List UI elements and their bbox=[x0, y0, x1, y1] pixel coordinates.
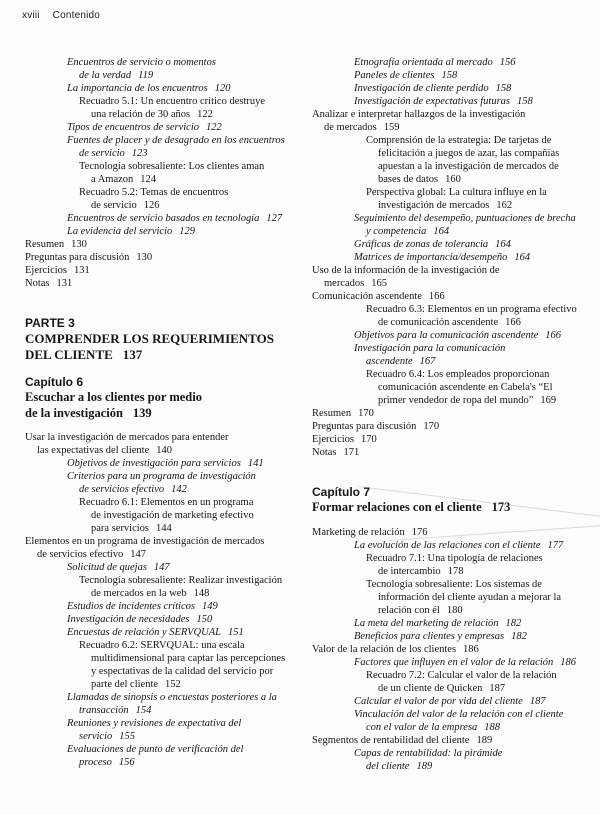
page-number: 166 bbox=[505, 317, 521, 328]
toc-entry bbox=[312, 95, 600, 108]
toc-line: de servicio 123 bbox=[79, 148, 148, 159]
toc-line: Encuentros de servicio o momentos bbox=[67, 57, 216, 68]
toc-entry bbox=[25, 535, 312, 561]
toc-line: Objetivos para la comunicación ascendente 166 bbox=[354, 330, 562, 341]
toc-line: Analizar e interpretar hallazgos de la investigación bbox=[312, 109, 526, 120]
page-number: 147 bbox=[130, 549, 147, 560]
toc-line: Etnografía orientada al mercado 156 bbox=[354, 57, 516, 68]
toc-line: y competencia 164 bbox=[366, 226, 450, 237]
toc-line: Tecnología sobresaliente: Los clientes aman bbox=[79, 161, 265, 172]
toc-entry bbox=[25, 82, 312, 95]
toc-entry bbox=[312, 407, 600, 420]
page-number: 187 bbox=[489, 682, 506, 694]
toc-line: proceso 156 bbox=[79, 757, 135, 768]
toc-line: de mercados 159 bbox=[324, 122, 400, 133]
toc-entry bbox=[312, 643, 600, 656]
toc-entry bbox=[312, 212, 600, 238]
toc-line: Investigación de expectativas futuras 158 bbox=[354, 96, 533, 107]
toc-line: Solicitud de quejas 147 bbox=[67, 562, 170, 573]
toc-line: La meta del marketing de relación 182 bbox=[354, 617, 522, 629]
toc-line: de servicio 126 bbox=[91, 200, 160, 211]
toc-entry bbox=[25, 160, 312, 186]
page-number: 164 bbox=[433, 226, 450, 237]
toc-entry bbox=[25, 277, 312, 290]
page-number: 131 bbox=[73, 265, 90, 276]
page-number: 144 bbox=[156, 523, 172, 534]
toc-entry bbox=[312, 329, 600, 342]
toc-line: felicitación a juegos de azar, las compañías bbox=[378, 148, 560, 159]
toc-line: La evolución de las relaciones con el cliente 177 bbox=[354, 539, 564, 551]
toc-line: Valor de la relación de los clientes 186 bbox=[312, 643, 479, 655]
page-number: 187 bbox=[529, 695, 546, 707]
toc-line: Resumen 170 bbox=[312, 408, 374, 419]
toc-line: las expectativas del cliente 140 bbox=[37, 445, 172, 456]
toc-line: Recuadro 7.2: Calcular el valor de la relación bbox=[366, 669, 557, 681]
toc-line: Ejercicios 131 bbox=[25, 265, 90, 276]
toc-entry bbox=[25, 238, 312, 251]
toc-entry bbox=[312, 630, 600, 643]
toc-line: Investigación de cliente perdido 158 bbox=[354, 83, 512, 94]
toc-line: Calcular el valor de por vida del cliente 187 bbox=[354, 695, 546, 707]
page-number: 151 bbox=[227, 627, 244, 638]
page-number: 158 bbox=[495, 83, 512, 94]
toc-line: Marketing de relación 176 bbox=[312, 526, 428, 538]
toc-line: bases de datos 160 bbox=[378, 174, 461, 185]
toc-line: Factores que influyen en el valor de la relación 186 bbox=[354, 656, 576, 668]
toc-line: con el valor de la empresa 188 bbox=[366, 721, 501, 733]
toc-entry bbox=[25, 743, 312, 769]
page-number: 189 bbox=[476, 734, 493, 746]
chapter-title-line: Formar relaciones con el cliente 173 bbox=[312, 500, 511, 514]
toc-line: de investigación de marketing efectivo bbox=[91, 510, 254, 521]
toc-entry bbox=[312, 433, 600, 446]
toc-line: Reuniones y revisiones de expectativa del bbox=[67, 718, 242, 729]
page-number: 149 bbox=[202, 601, 218, 612]
toc-line: Recuadro 6.3: Elementos en un programa efectivo bbox=[366, 304, 577, 315]
page-number: 165 bbox=[371, 278, 387, 289]
page-number: 180 bbox=[446, 604, 463, 616]
page-number: 158 bbox=[517, 96, 533, 107]
page-number: 178 bbox=[447, 565, 464, 577]
toc-line: de un cliente de Quicken 187 bbox=[378, 682, 506, 694]
page-number: 127 bbox=[266, 213, 283, 224]
chapter-heading bbox=[312, 485, 600, 516]
page-header bbox=[22, 10, 100, 21]
page-number: 177 bbox=[547, 539, 564, 551]
toc-line: ascendente 167 bbox=[366, 356, 436, 367]
page-number: 158 bbox=[441, 70, 458, 81]
toc-entry bbox=[25, 251, 312, 264]
toc-entry bbox=[25, 626, 312, 639]
page-number: 156 bbox=[499, 57, 516, 68]
toc-line: Investigación para la comunicación bbox=[354, 343, 506, 354]
chapter-title-line: de la investigación 139 bbox=[25, 405, 152, 420]
toc-line: y espectativas de la calidad del servicio por bbox=[91, 666, 274, 677]
toc-line: multidimensional para captar las percepciones bbox=[91, 653, 286, 664]
toc-entry bbox=[25, 600, 312, 613]
toc-entry bbox=[312, 578, 600, 617]
toc-line: información del cliente ayudan a mejorar la bbox=[378, 591, 562, 603]
page-number: 122 bbox=[206, 122, 222, 133]
toc-column-left bbox=[25, 56, 312, 769]
page-number: 119 bbox=[138, 70, 154, 81]
page-number: 166 bbox=[428, 291, 445, 302]
toc-entry bbox=[312, 446, 600, 459]
toc-line: Estudios de incidentes críticos 149 bbox=[67, 601, 218, 612]
toc-line: parte del cliente 152 bbox=[91, 679, 181, 690]
toc-line: La evidencia del servicio 129 bbox=[67, 226, 196, 237]
toc-entry bbox=[312, 342, 600, 368]
toc-line: para servicios 144 bbox=[91, 523, 172, 534]
running-head-title: Contenido bbox=[52, 10, 101, 21]
toc-entry bbox=[312, 69, 600, 82]
toc-line: Preguntas para discusión 170 bbox=[312, 421, 440, 432]
toc-line: Encuestas de relación y SERVQUAL 151 bbox=[67, 627, 244, 638]
toc-line: Evaluaciones de punto de verificación del bbox=[67, 744, 244, 755]
toc-line: Resumen 130 bbox=[25, 239, 87, 250]
page-number: 137 bbox=[122, 346, 143, 362]
page-number: 167 bbox=[419, 356, 436, 367]
page-number: 160 bbox=[445, 174, 461, 185]
toc-entry bbox=[312, 56, 600, 69]
toc-entry bbox=[312, 526, 600, 539]
toc-entry bbox=[25, 561, 312, 574]
toc-line: La importancia de los encuentros 120 bbox=[67, 83, 231, 94]
page-number: 142 bbox=[171, 484, 187, 495]
toc-line: Recuadro 5.2: Temas de encuentros bbox=[79, 187, 229, 198]
toc-line: Seguimiento del desempeño, puntuaciones de brecha bbox=[354, 213, 576, 224]
page-number: 130 bbox=[71, 239, 87, 250]
part-title-line: DEL CLIENTE 137 bbox=[25, 346, 143, 362]
toc-entry bbox=[312, 734, 600, 747]
page-number: 139 bbox=[132, 405, 152, 420]
toc-line: Notas 171 bbox=[312, 447, 360, 458]
page-number: 147 bbox=[153, 562, 170, 573]
toc-line: Vinculación del valor de la relación con el cliente bbox=[354, 708, 564, 720]
page-number: 164 bbox=[514, 252, 531, 263]
page-number: 186 bbox=[463, 643, 479, 655]
page-number: 148 bbox=[193, 588, 210, 599]
toc-entry bbox=[25, 431, 312, 457]
toc-entry bbox=[312, 695, 600, 708]
toc-entry bbox=[25, 264, 312, 277]
page-number: 154 bbox=[135, 705, 152, 716]
toc-entry bbox=[25, 457, 312, 470]
chapter-title-line: Escuchar a los clientes por medio bbox=[25, 390, 202, 404]
toc-line: Paneles de clientes 158 bbox=[354, 70, 458, 81]
page-number: 169 bbox=[540, 395, 557, 406]
toc-line: Encuentros de servicio basados en tecnología 127 bbox=[67, 213, 283, 224]
chapter-heading bbox=[25, 375, 312, 421]
toc-entry bbox=[312, 539, 600, 552]
toc-entry bbox=[25, 95, 312, 121]
toc-line: Recuadro 7.1: Una tipología de relaciones bbox=[366, 552, 543, 564]
page-number: 171 bbox=[343, 447, 360, 458]
toc-entry bbox=[312, 303, 600, 329]
part-label: PARTE 3 bbox=[25, 316, 75, 330]
page-number: 120 bbox=[214, 83, 231, 94]
toc-line: Uso de la información de la investigación de bbox=[312, 265, 500, 276]
toc-line: Recuadro 6.4: Los empleados proporcionan bbox=[366, 369, 550, 380]
toc-line: de intercambio 178 bbox=[378, 565, 464, 577]
toc-line: Criterios para un programa de investigación bbox=[67, 471, 256, 482]
folio-number: xviii bbox=[22, 10, 40, 21]
toc-entry bbox=[312, 186, 600, 212]
toc-line: Capas de rentabilidad: la pirámide bbox=[354, 747, 503, 759]
toc-line: mercados 165 bbox=[324, 278, 387, 289]
page-number: 122 bbox=[197, 109, 213, 120]
toc-line: del cliente 189 bbox=[366, 760, 433, 772]
page-number: 176 bbox=[411, 526, 428, 538]
toc-line: Ejercicios 170 bbox=[312, 434, 377, 445]
page-number: 173 bbox=[491, 500, 511, 514]
toc-line: Tecnología sobresaliente: Realizar investigación bbox=[79, 575, 283, 586]
page-number: 123 bbox=[131, 148, 148, 159]
page-number: 130 bbox=[136, 252, 153, 263]
toc-line: primer vendedor de ropa del mundo” 169 bbox=[378, 395, 557, 406]
page-number: 170 bbox=[360, 434, 377, 445]
toc-line: Comprensión de la estrategia: De tarjetas de bbox=[366, 135, 552, 146]
page-number: 189 bbox=[416, 760, 433, 772]
toc-entry bbox=[312, 552, 600, 578]
toc-entry bbox=[312, 238, 600, 251]
toc-entry bbox=[25, 717, 312, 743]
toc-entry bbox=[25, 134, 312, 160]
toc-line: transacción 154 bbox=[79, 705, 152, 716]
toc-line: Notas 131 bbox=[25, 278, 73, 289]
page-number: 150 bbox=[196, 614, 213, 625]
toc-entry bbox=[25, 186, 312, 212]
toc-line: Llamadas de sinopsis o encuestas posteriores a la bbox=[67, 692, 277, 703]
toc-entry bbox=[312, 420, 600, 433]
toc-line: de la verdad 119 bbox=[79, 70, 154, 81]
toc-entry bbox=[25, 470, 312, 496]
toc-line: Objetivos de investigación para servicios 141 bbox=[67, 458, 264, 469]
toc-entry bbox=[25, 496, 312, 535]
toc-line: comunicación ascendente en Cabela's “El bbox=[378, 382, 553, 393]
toc-line: Preguntas para discusión 130 bbox=[25, 252, 153, 263]
toc-line: relación con él 180 bbox=[378, 604, 463, 616]
toc-line: servicio 155 bbox=[79, 731, 135, 742]
part-title-line: COMPRENDER LOS REQUERIMIENTOS bbox=[25, 331, 274, 346]
toc-line: apuestan a la investigación de mercados de bbox=[378, 161, 559, 172]
toc-entry bbox=[25, 639, 312, 691]
toc-line: Elementos en un programa de investigación de mercados bbox=[25, 536, 265, 547]
page-number: 162 bbox=[496, 200, 513, 211]
toc-entry bbox=[312, 368, 600, 407]
toc-line: Recuadro 6.2: SERVQUAL: una escala bbox=[79, 640, 245, 651]
toc-entry bbox=[25, 691, 312, 717]
toc-line: Segmentos de rentabilidad del cliente 189 bbox=[312, 734, 493, 746]
page-number: 164 bbox=[495, 239, 511, 250]
toc-entry bbox=[312, 290, 600, 303]
toc-line: Fuentes de placer y de desagrado en los encuentros bbox=[67, 135, 285, 146]
page-number: 152 bbox=[165, 679, 181, 690]
toc-entry bbox=[312, 656, 600, 669]
page-number: 170 bbox=[423, 421, 440, 432]
toc-column-right bbox=[312, 56, 600, 773]
toc-entry bbox=[312, 617, 600, 630]
toc-entry bbox=[25, 121, 312, 134]
page-number: 126 bbox=[143, 200, 160, 211]
toc-line: Perspectiva global: La cultura influye en la bbox=[366, 187, 547, 198]
toc-entry bbox=[312, 747, 600, 773]
toc-entry bbox=[312, 82, 600, 95]
toc-entry bbox=[312, 134, 600, 186]
toc-line: Beneficios para clientes y empresas 182 bbox=[354, 630, 527, 642]
toc-entry bbox=[25, 225, 312, 238]
page-number: 188 bbox=[484, 721, 501, 733]
toc-entry bbox=[312, 251, 600, 264]
page-number: 156 bbox=[118, 757, 135, 768]
page-number: 170 bbox=[358, 408, 374, 419]
toc-line: de servicios efectivo 142 bbox=[79, 484, 187, 495]
page-number: 141 bbox=[247, 458, 264, 469]
toc-line: Tecnología sobresaliente: Los sistemas de bbox=[366, 578, 542, 590]
page-number: 182 bbox=[505, 617, 522, 629]
page-number: 182 bbox=[511, 630, 527, 642]
toc-entry bbox=[25, 613, 312, 626]
toc-line: de comunicación ascendente 166 bbox=[378, 317, 521, 328]
toc-line: Recuadro 5.1: Un encuentro crítico destruye bbox=[79, 96, 266, 107]
toc-entry bbox=[312, 669, 600, 695]
toc-line: Investigación de necesidades 150 bbox=[67, 614, 213, 625]
page-number: 124 bbox=[140, 174, 157, 185]
toc-entry bbox=[25, 212, 312, 225]
toc-line: Gráficas de zonas de tolerancia 164 bbox=[354, 239, 511, 250]
toc-line: de mercados en la web 148 bbox=[91, 588, 210, 599]
page-number: 155 bbox=[119, 731, 135, 742]
toc-entry bbox=[25, 574, 312, 600]
toc-line: de servicios efectivo 147 bbox=[37, 549, 147, 560]
page-number: 131 bbox=[56, 278, 73, 289]
page-number: 129 bbox=[179, 226, 196, 237]
toc-line: Recuadro 6.1: Elementos en un programa bbox=[79, 497, 254, 508]
toc-entry bbox=[312, 108, 600, 134]
page-number: 159 bbox=[383, 122, 400, 133]
toc-line: investigación de mercados 162 bbox=[378, 200, 513, 211]
part-heading bbox=[25, 316, 312, 362]
toc-line: Matrices de importancia/desempeño 164 bbox=[354, 252, 531, 263]
toc-line: a Amazon 124 bbox=[91, 174, 157, 185]
toc-entry bbox=[312, 264, 600, 290]
toc-line: una relación de 30 años 122 bbox=[91, 109, 213, 120]
toc-entry bbox=[25, 56, 312, 82]
page-number: 140 bbox=[156, 445, 172, 456]
chapter-label: Capítulo 7 bbox=[312, 485, 371, 499]
page-number: 186 bbox=[560, 656, 576, 668]
toc-line: Tipos de encuentros de servicio 122 bbox=[67, 122, 222, 133]
toc-line: Comunicación ascendente 166 bbox=[312, 291, 445, 302]
page-number: 166 bbox=[545, 330, 562, 341]
chapter-label: Capítulo 6 bbox=[25, 375, 84, 389]
toc-line: Usar la investigación de mercados para entender bbox=[25, 432, 229, 443]
toc-entry bbox=[312, 708, 600, 734]
